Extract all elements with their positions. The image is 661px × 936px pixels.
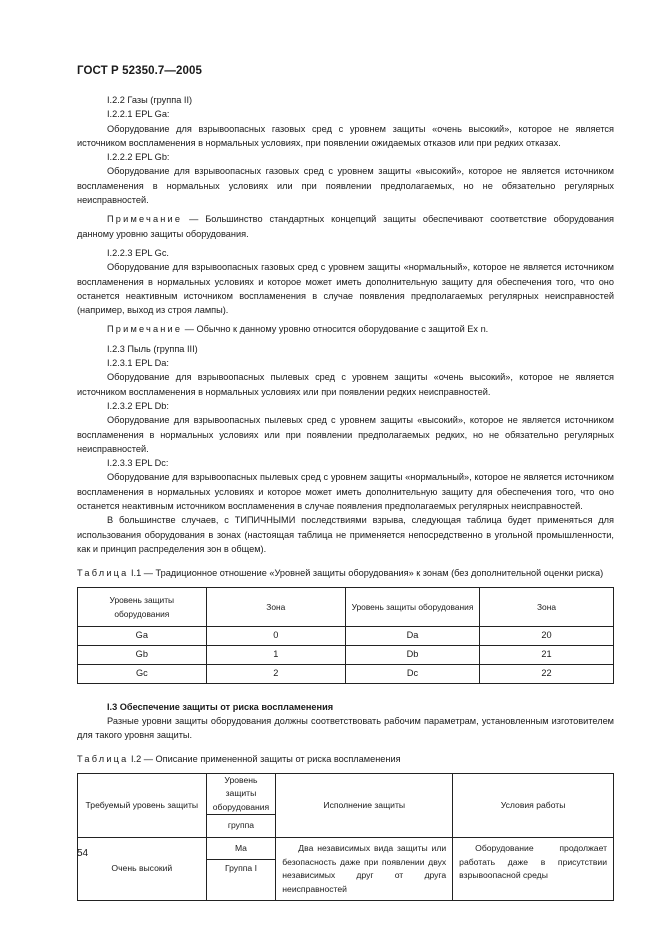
table-caption-text: I.2 — Описание примененной защиты от риска воспламенения [128, 754, 401, 765]
table-row [78, 626, 614, 645]
header-cell: Уровень защиты оборудования [345, 587, 479, 626]
subsection-epl-db: I.2.3.2 EPL Db: [107, 400, 169, 411]
section-heading-gases: I.2.2 Газы (группа II) [107, 95, 193, 105]
table-row [78, 664, 614, 683]
note-text: — Обычно к данному уровню относится оборудование с защитой Ex n. [182, 324, 489, 335]
table-cell: Gb [78, 645, 207, 664]
paragraph-epl-ga: Оборудование для взрывоопасных газовых сред с уровнем защиты «очень высокий», которое не является источником воспламенения в нормальных условиях, при появлении ожидаемых отказов или при редких отказах. [77, 123, 614, 148]
subsection-epl-ga: I.2.2.1 EPL Ga: [107, 109, 170, 120]
table-row [78, 645, 614, 664]
paragraph-epl-gb: Оборудование для взрывоопасных газовых сред с уровнем защиты «высокий», которое не является источником воспламенения в нормальных условиях или при появлении предполагаемых, но не обязательно регулярных неисправностей. [77, 166, 614, 206]
header-cell: Исполнение защиты [276, 773, 453, 838]
table-label: Таблица [77, 754, 129, 765]
table-cell: 2 [206, 664, 345, 683]
note-2 [77, 322, 614, 336]
table-cell: Группа I [206, 859, 276, 901]
table-cell: Ma [206, 838, 276, 859]
header-cell: Требуемый уровень защиты [78, 773, 207, 838]
table-cell: Da [345, 626, 479, 645]
section-heading-ignition: I.3 Обеспечение защиты от риска воспламенения [107, 701, 334, 712]
table-caption-text: I.1 — Традиционное отношение «Уровней защиты оборудования» к зонам (без дополнительной оценки риска) [128, 568, 604, 579]
subsection-epl-gb: I.2.2.2 EPL Gb: [107, 152, 170, 163]
header-cell: Зона [479, 587, 613, 626]
paragraph-epl-da: Оборудование для взрывоопасных пылевых сред с уровнем защиты «очень высокий», которое не является источником воспламенения в нормальных условиях или при появлении редких неисправностей. [77, 372, 614, 397]
page-number: 54 [77, 848, 89, 859]
paragraph-epl-gc: Оборудование для взрывоопасных газовых сред с уровнем защиты «нормальный», которое не является источником воспламенения в нормальных условиях и которое может иметь дополнительную защиту для обеспечения того, что оно останется неактивным источником воспламенения в случае появления предполагаемых регулярных неисправностей (например, выход из строя лампы). [77, 262, 614, 316]
section-heading-dust: I.2.3 Пыль (группа III) [107, 343, 198, 354]
table-header-row [78, 587, 614, 626]
paragraph-ignition: Разные уровни защиты оборудования должны соответствовать рабочим параметрам, установленным изготовителем для такого уровня защиты. [77, 715, 614, 741]
table-cell: Db [345, 645, 479, 664]
note-1 [77, 212, 614, 241]
table-cell: Два независимых вида защиты или безопасность даже при появлении двух независимых друг от друга неисправностей [276, 838, 453, 901]
table-row [78, 838, 614, 859]
paragraph-epl-dc: Оборудование для взрывоопасных пылевых сред с уровнем защиты «нормальный», которое не является источником воспламенения в нормальных условиях и которое может иметь дополнительную защиту для обеспечения того, что оно останется неактивным источником воспламенения в случае появления предполагаемых регулярных неисправностей. [77, 472, 614, 512]
table-cell: 0 [206, 626, 345, 645]
paragraph-epl-db: Оборудование для взрывоопасных пылевых сред с уровнем защиты «высокий», которое не является источником воспламенения в нормальных условиях или при появлении предполагаемых редких, но не обязательно регулярных неисправностей. [77, 415, 614, 454]
table-cell: Gc [78, 664, 207, 683]
table-cell: Оборудование продолжает работать даже в присутствии взрывоопасной среды [453, 838, 614, 901]
note-label: Примечание [107, 324, 183, 335]
subsection-epl-gc: I.2.2.3 EPL Gc. [107, 247, 169, 258]
subsection-epl-dc: I.2.3.3 EPL Dc: [107, 458, 169, 469]
table-epl-zones [77, 587, 614, 684]
header-cell: Уровень защиты оборудования [206, 773, 276, 815]
subsection-epl-da: I.2.3.1 EPL Da: [107, 358, 169, 369]
table2-caption [77, 752, 614, 766]
table-cell: 20 [479, 626, 613, 645]
table1-caption [77, 566, 614, 580]
paragraph-typical-use: В большинстве случаев, с ТИПИЧНЫМИ последствиями взрыва, следующая таблица будет применяться для использования оборудования в зонах (настоящая таблица не применяется непосредственно в угольной промышленности, как и принцип распределения зон в общем). [77, 515, 614, 554]
table-cell: 21 [479, 645, 613, 664]
header-cell: Условия работы [453, 773, 614, 838]
table-label: Таблица [77, 568, 129, 579]
page-content [77, 93, 614, 901]
table-cell: 1 [206, 645, 345, 664]
note-label: Примечание [107, 214, 183, 225]
table-cell: Ga [78, 626, 207, 645]
header-cell: группа [206, 815, 276, 838]
header-cell: Зона [206, 587, 345, 626]
table-cell: Dc [345, 664, 479, 683]
header-cell: Уровень защиты оборудования [78, 587, 207, 626]
table-ignition-protection [77, 773, 614, 902]
standard-title: ГОСТ Р 52350.7—2005 [77, 65, 202, 77]
table-cell: 22 [479, 664, 613, 683]
table-cell: Очень высокий [78, 838, 207, 901]
table-header-row [78, 773, 614, 815]
note-text: — Большинство стандартных концепций защиты обеспечивают соответствие оборудования данному уровню защиты оборудования. [77, 214, 614, 239]
